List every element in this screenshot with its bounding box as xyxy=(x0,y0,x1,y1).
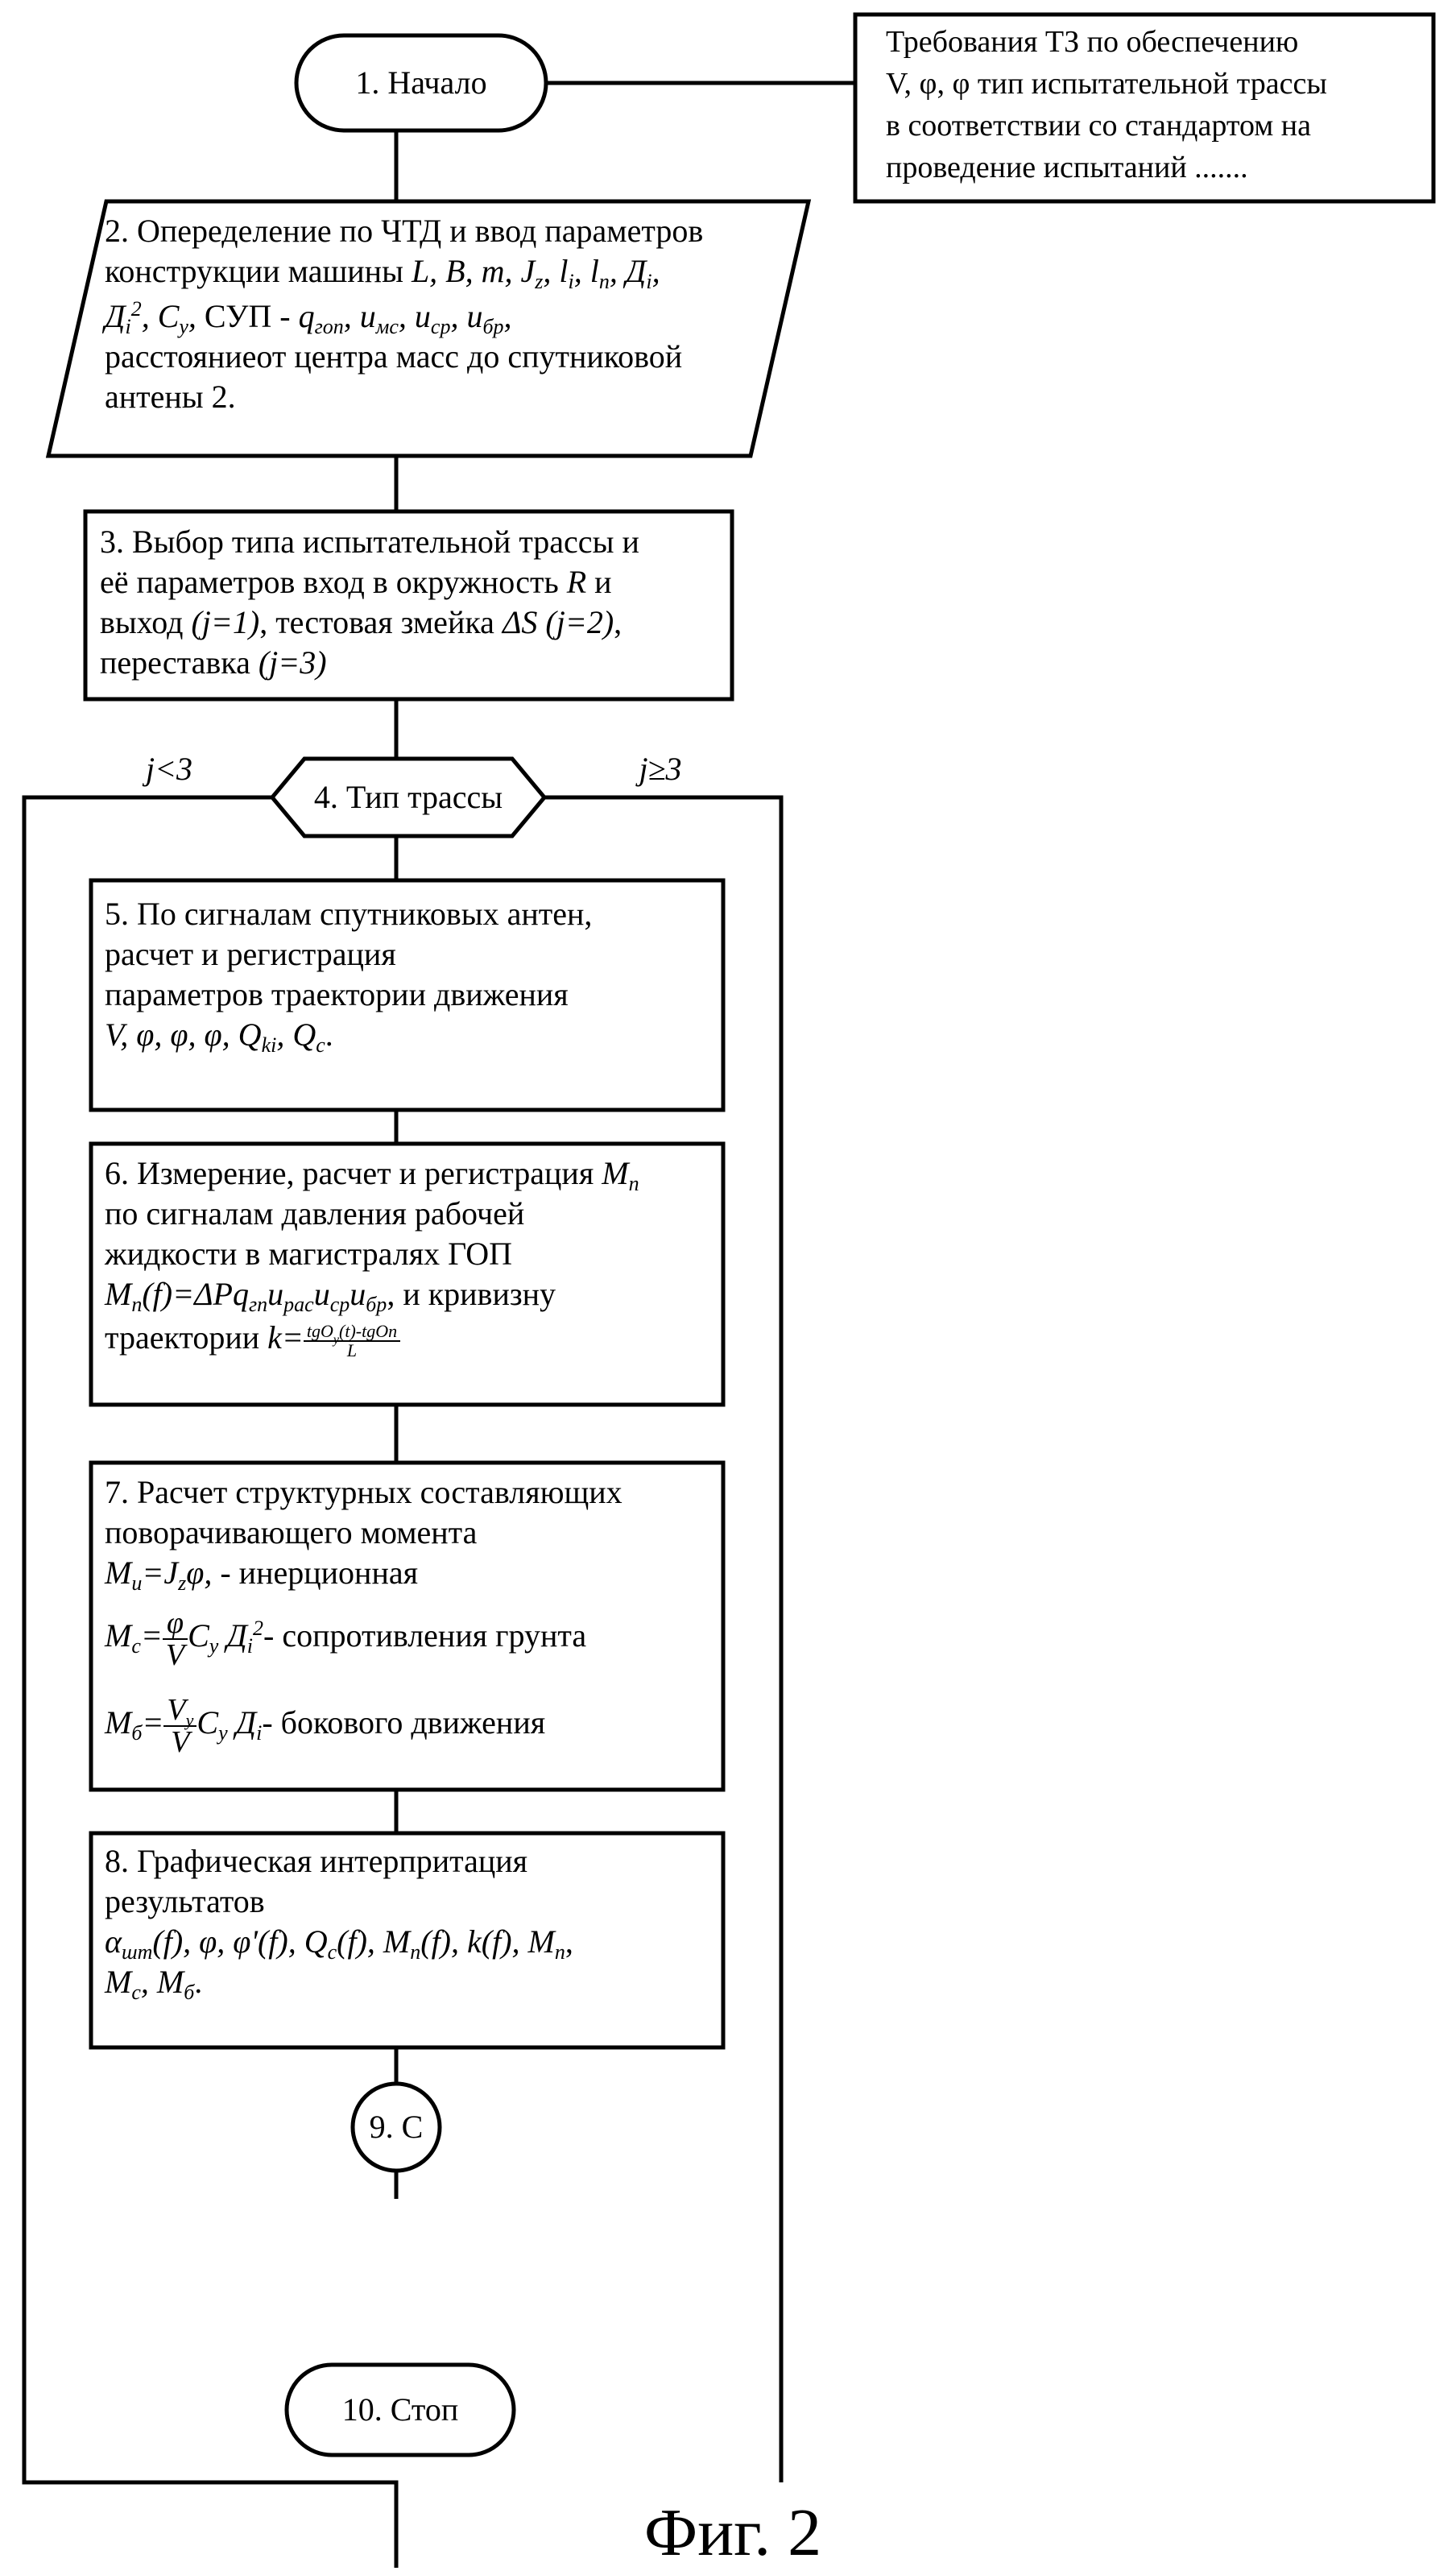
step6-line-5: траектории k= $\frac{tgO_y(t)-tgOn}{L}$ xyxy=(105,1318,717,1360)
step5-text xyxy=(105,894,717,1055)
step5-line-1: 5. По сигналам спутниковых антен, xyxy=(105,896,593,932)
step5-line-4: V, φ, φ, φ, $Q_{ki}$, $Q_c$. xyxy=(105,1016,333,1057)
step7-text xyxy=(105,1472,717,1757)
step3-line-2: её параметров вход в окружность R и xyxy=(100,564,612,600)
step3-text xyxy=(100,522,728,683)
step7-line-2: поворачивающего момента xyxy=(105,1514,478,1550)
step7-line-3: $M_и=J_z\varphi$, - инерционная xyxy=(105,1555,419,1595)
step2-line-4: расстояниеот центра масс до спутниковой xyxy=(105,338,683,375)
step2-text xyxy=(105,211,797,417)
step7-line-5: $M_б=$ $\frac{V_y}{V}$ $C_y$ $Д_i-$ бокового движения xyxy=(105,1693,546,1759)
curvature-fraction: $\frac{tgO_y(t)-tgOn}{L}$ xyxy=(304,1323,400,1360)
req-line-2: V, φ, φ тип испытательной трассы xyxy=(886,67,1327,101)
step5-line-2: расчет и регистрация xyxy=(105,936,396,972)
step5-line-3: параметров траектории движения xyxy=(105,976,569,1012)
branch-left-label: j<3 xyxy=(145,751,193,787)
step7-line-1: 7. Расчет структурных составляющих xyxy=(105,1474,623,1510)
step3-line-3: выход (j=1), тестовая змейка ΔS (j=2), xyxy=(100,604,623,640)
step2-line-2: конструкции машины L, B, m, $J_z$, $l_i$, $l_n$, $Д_i$, xyxy=(105,253,660,293)
req-line-4: проведение испытаний ....... xyxy=(886,151,1248,184)
step3-line-1: 3. Выбор типа испытательной трассы и xyxy=(100,524,639,560)
start-label: 1. Начало xyxy=(355,64,487,101)
step8-line-1: 8. Графическая интерпритация xyxy=(105,1843,528,1879)
req-line-3: в соответствии со стандартом на xyxy=(886,109,1311,143)
step8-line-3: $\alpha_{шт}(f)$, φ, φ'(f), $Q_c(f)$, $M_п(f)$, k(f), $M_п$, xyxy=(105,1923,573,1964)
figure-caption: Фиг. 2 xyxy=(643,2495,822,2570)
req-line-1: Требования ТЗ по обеспечению xyxy=(886,25,1299,59)
step6-line-4: $M_п(f)=\Delta Pq_{гп}u_{рас}u_{ср}u_{бр}$, и кривизну xyxy=(105,1276,556,1316)
step2-line-1: 2. Опеределение по ЧТД и ввод параметров xyxy=(105,213,704,249)
requirements-text xyxy=(886,21,1425,188)
stop-label: 10. Стоп xyxy=(341,2391,459,2428)
step7-line-4: $M_с=$ $\frac{\varphi}{V}$ $C_y$ $Д_i^2-$ сопротивления грунта xyxy=(105,1606,587,1672)
step2-line-5: антены 2. xyxy=(105,379,236,415)
branch-right-label: j≥3 xyxy=(639,751,682,787)
connector-label: 9. С xyxy=(369,2109,424,2145)
step6-text xyxy=(105,1153,717,1360)
decision-label: 4. Тип трассы xyxy=(313,779,503,815)
step2-line-3: $Д_i^2$, $C_y$, СУП - $q_{гоп}$, $u_{мс}$, $u_{ср}$, $u_{бр}$, xyxy=(105,297,512,338)
step6-line-2: по сигналам давления рабочей xyxy=(105,1195,525,1232)
step8-line-2: результатов xyxy=(105,1883,265,1919)
step3-line-4: переставка (j=3) xyxy=(100,644,327,681)
step8-text xyxy=(105,1841,717,2002)
step6-line-1: 6. Измерение, расчет и регистрация $M_п$ xyxy=(105,1155,639,1195)
step8-line-4: $M_с$, $M_б$. xyxy=(105,1964,203,2004)
step6-line-3: жидкости в магистралях ГОП xyxy=(105,1236,513,1272)
